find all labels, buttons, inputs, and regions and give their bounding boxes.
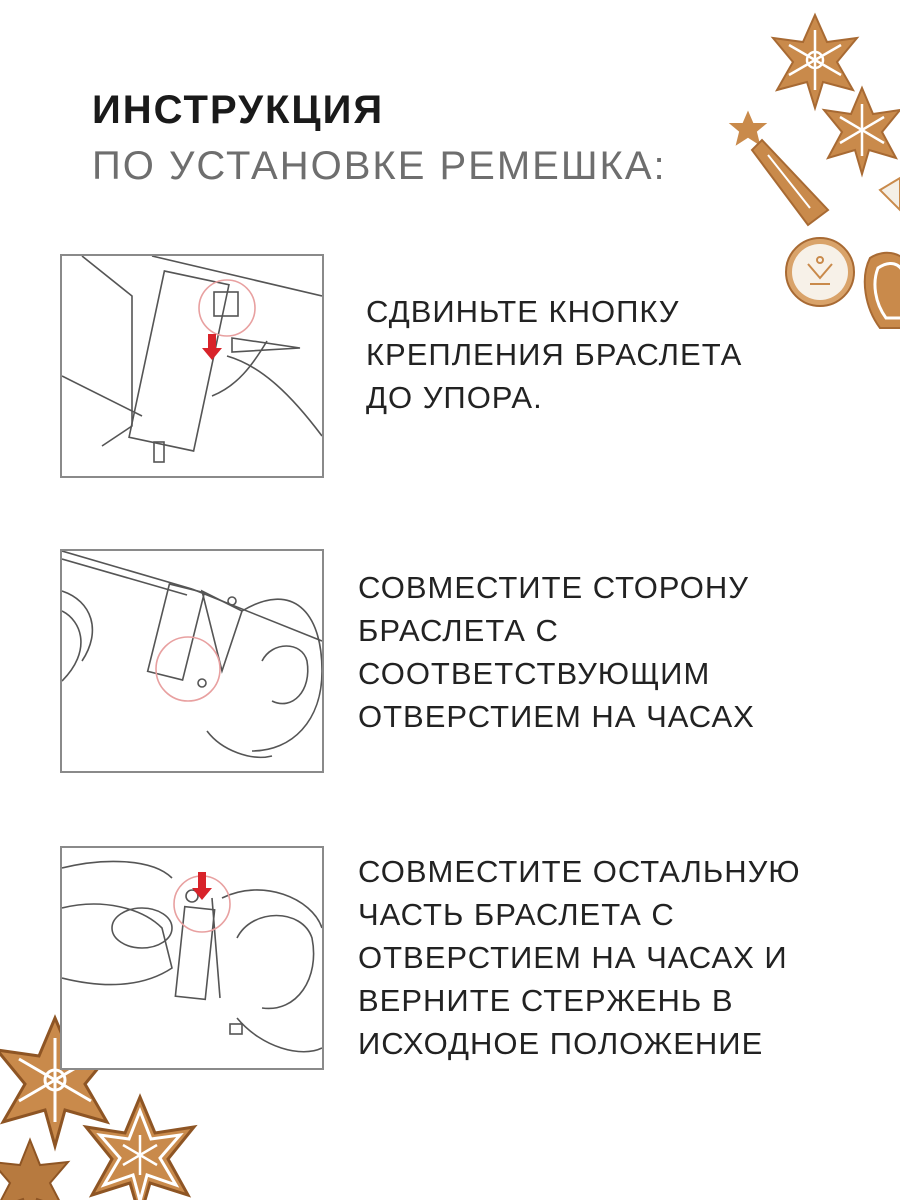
step-3-line-5: ИСХОДНОЕ ПОЛОЖЕНИЕ: [358, 1026, 764, 1061]
step-1-text: [366, 290, 742, 419]
step-1-line-1: СДВИНЬТЕ КНОПКУ: [366, 294, 680, 329]
gingerbread-cookies-top-right-icon: [700, 0, 900, 340]
step-3-illustration: [60, 846, 324, 1070]
step-1-illustration: [60, 254, 324, 478]
align-strap-illustration-icon: [62, 551, 322, 771]
page-title: ИНСТРУКЦИЯ: [92, 88, 385, 132]
step-1-line-3: ДО УПОРА.: [366, 380, 543, 415]
step-2-line-3: СООТВЕТСТВУЮЩИМ: [358, 656, 711, 691]
step-2-line-2: БРАСЛЕТА С: [358, 613, 559, 648]
slide-button-illustration-icon: [62, 256, 322, 476]
step-2-illustration: [60, 549, 324, 773]
step-3-line-4: ВЕРНИТЕ СТЕРЖЕНЬ В: [358, 983, 734, 1018]
step-3-line-1: СОВМЕСТИТЕ ОСТАЛЬНУЮ: [358, 854, 801, 889]
return-pin-illustration-icon: [62, 848, 322, 1068]
page-subtitle: ПО УСТАНОВКЕ РЕМЕШКА:: [92, 144, 667, 188]
step-3-text: [358, 850, 801, 1065]
step-3-line-3: ОТВЕРСТИЕМ НА ЧАСАХ И: [358, 940, 788, 975]
step-3-line-2: ЧАСТЬ БРАСЛЕТА С: [358, 897, 675, 932]
step-2-line-4: ОТВЕРСТИЕМ НА ЧАСАХ: [358, 699, 755, 734]
step-2-line-1: СОВМЕСТИТЕ СТОРОНУ: [358, 570, 749, 605]
step-1-line-2: КРЕПЛЕНИЯ БРАСЛЕТА: [366, 337, 743, 372]
step-2-text: [358, 566, 755, 738]
